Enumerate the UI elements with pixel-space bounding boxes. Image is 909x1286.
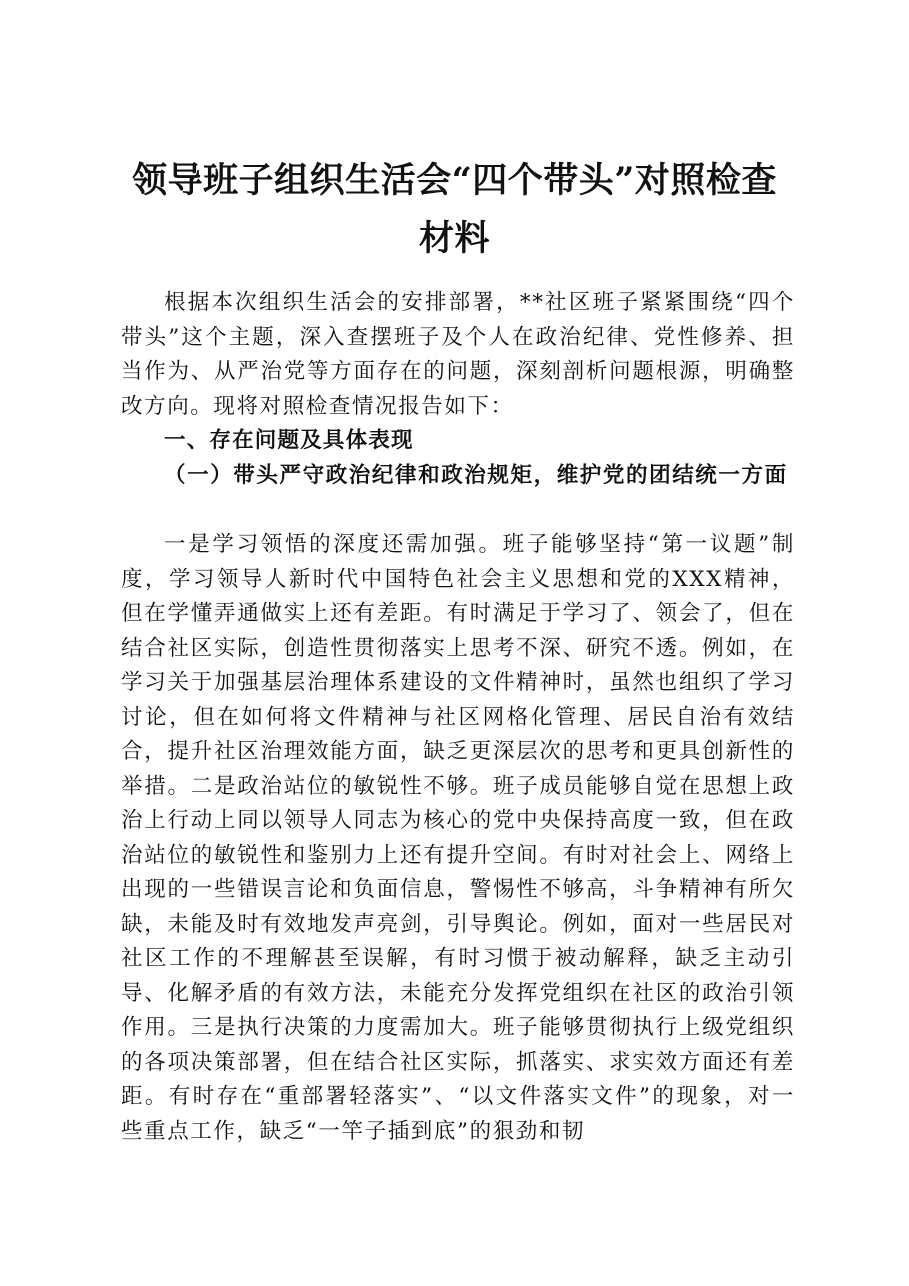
document-title: 领导班子组织生活会“四个带头”对照检查材料 [132,160,777,259]
intro-paragraph: 根据本次组织生活会的安排部署，**社区班子紧紧围绕“四个带头”这个主题，深入查摆班子及个人在政治纪律、党性修养、担当作为、从严治党等方面存在的问题，深刻剖析问题根源，明确整改方向。现将对照检查情况报告如下： [121,290,795,419]
body-paragraph: 一是学习领悟的深度还需加强。班子能够坚持“第一议题”制度，学习领导人新时代中国特色社会主义思想和党的XXX精神，但在学懂弄通做实上还有差距。有时满足于学习了、领会了，但在结合社区实际，创造性贯彻落实上思考不深、研究不透。例如，在学习关于加强基层治理体系建设的文件精神时，虽然也组织了学习讨论，但在如何将文件精神与社区网格化管理、居民自治有效结合，提升社区治理效能方面，缺乏更深层次的思考和更具创新性的举措。二是政治站位的敏锐性不够。班子成员能够自觉在思想上政治上行动上同以领导人同志为核心的党中央保持高度一致，但在政治站位的敏锐性和鉴别力上还有提升空间。有时对社会上、网络上出现的一些错误言论和负面信息，警惕性不够高，斗争精神有所欠缺，未能及时有效地发声亮剑，引导舆论。例如，面对一些居民对社区工作的不理解甚至误解，有时习惯于被动解释，缺乏主动引导、化解矛盾的有效方法，未能充分发挥党组织在社区的政治引领作用。三是执行决策的力度需加大。班子能够贯彻执行上级党组织的各项决策部署，但在结合社区实际，抓落实、求实效方面还有差距。有时存在“重部署轻落实”、“以文件落实文件”的现象，对一些重点工作，缺乏“一竿子插到底”的狠劲和韧 [121,532,795,1144]
subsection-heading: （一）带头严守政治纪律和政治规矩，维护党的团结统一方面 [164,463,788,488]
section-heading: 一、存在问题及具体表现 [164,428,414,453]
